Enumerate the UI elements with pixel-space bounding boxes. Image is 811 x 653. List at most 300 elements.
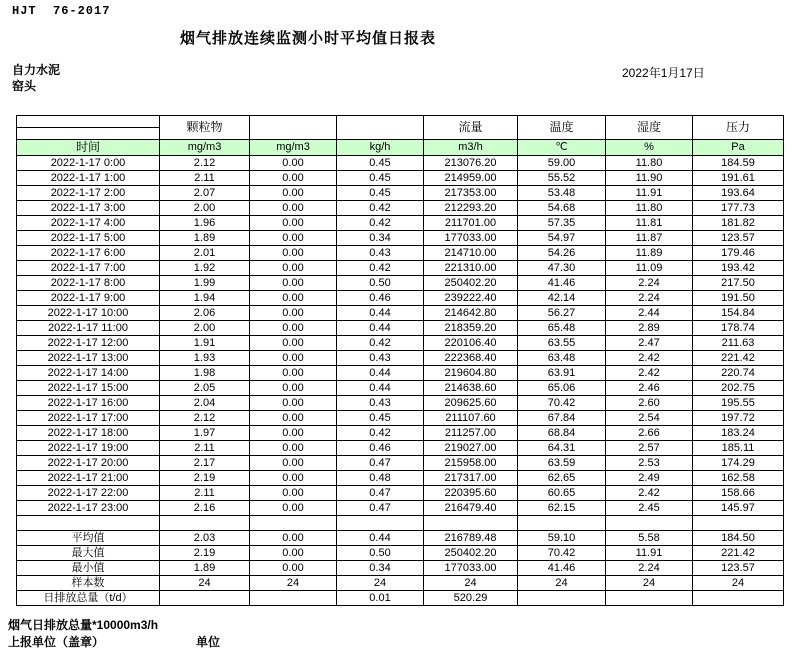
cell-value: 0.00 [250,546,337,561]
cell-value: 2.89 [606,321,693,336]
cell-value: 56.27 [518,306,606,321]
cell-value: 0.00 [250,366,337,381]
cell-value: 191.50 [693,291,784,306]
cell-value: 1.97 [160,426,250,441]
cell-value: 0.44 [337,366,424,381]
unit-header-pa: Pa [693,140,784,156]
cell-value: 0.00 [250,351,337,366]
cell-value: 1.89 [160,561,250,576]
cell-value: 202.75 [693,381,784,396]
cell-value: 221.42 [693,351,784,366]
cell-value: 1.92 [160,261,250,276]
hour-row [17,216,784,231]
summary-row [17,546,784,561]
cell-time: 2022-1-17 6:00 [17,246,160,261]
cell-value: 195.55 [693,396,784,411]
summary-label [17,516,160,531]
hour-row [17,336,784,351]
summary-row [17,516,784,531]
cell-value: 0.42 [337,426,424,441]
cell-value: 0.48 [337,471,424,486]
cell-time: 2022-1-17 22:00 [17,486,160,501]
cell-value: 0.42 [337,336,424,351]
cell-value [606,591,693,606]
cell-value: 177033.00 [424,231,518,246]
cell-value: 214959.00 [424,171,518,186]
cell-value: 0.47 [337,501,424,516]
cell-value: 2.42 [606,366,693,381]
cell-value: 1.99 [160,276,250,291]
report-table [16,115,784,606]
cell-value [160,591,250,606]
cell-value [518,516,606,531]
cell-value: 177033.00 [424,561,518,576]
cell-value: 11.91 [606,186,693,201]
cell-value: 42.14 [518,291,606,306]
company-block [12,62,60,94]
cell-value: 24 [693,576,784,591]
hour-row [17,486,784,501]
company-name: 自力水泥 [12,63,61,77]
cell-value: 217353.00 [424,186,518,201]
summary-label: 日排放总量（t/d） [17,591,160,606]
cell-value: 67.84 [518,411,606,426]
cell-value: 2.00 [160,201,250,216]
cell-value: 54.97 [518,231,606,246]
cell-value: 24 [606,576,693,591]
cell-time: 2022-1-17 10:00 [17,306,160,321]
cell-value: 221310.00 [424,261,518,276]
cell-value: 65.48 [518,321,606,336]
hour-rows [17,156,784,516]
cell-value: 214638.60 [424,381,518,396]
cell-time: 2022-1-17 7:00 [17,261,160,276]
cell-value: 2.57 [606,441,693,456]
cell-value: 11.89 [606,246,693,261]
cell-value: 123.57 [693,561,784,576]
cell-value: 0.00 [250,396,337,411]
cell-value [424,516,518,531]
unit-header-kgh: kg/h [337,140,424,156]
cell-value: 221.42 [693,546,784,561]
cell-value: 60.65 [518,486,606,501]
cell-value: 2.60 [606,396,693,411]
cell-value: 1.89 [160,231,250,246]
cell-value: 0.00 [250,456,337,471]
cell-time: 2022-1-17 15:00 [17,381,160,396]
cell-value: 41.46 [518,561,606,576]
cell-value: 2.49 [606,471,693,486]
cell-value: 183.24 [693,426,784,441]
cell-time: 2022-1-17 9:00 [17,291,160,306]
cell-value: 2.11 [160,171,250,186]
cell-value: 2.47 [606,336,693,351]
cell-value: 41.46 [518,276,606,291]
hour-row [17,156,784,171]
unit-header-celsius: ℃ [518,140,606,156]
cell-value: 218359.20 [424,321,518,336]
cell-value: 2.42 [606,351,693,366]
summary-row [17,531,784,546]
cell-time: 2022-1-17 8:00 [17,276,160,291]
cell-value: 24 [424,576,518,591]
cell-value: 24 [160,576,250,591]
cell-value: 0.44 [337,321,424,336]
corner-cell-bottom [17,128,160,140]
cell-value: 0.00 [250,216,337,231]
cell-value: 0.00 [250,201,337,216]
cell-value: 63.59 [518,456,606,471]
cell-value: 5.58 [606,531,693,546]
hour-row [17,306,784,321]
cell-value: 24 [337,576,424,591]
cell-value: 0.00 [250,246,337,261]
cell-value: 11.80 [606,201,693,216]
cell-value: 185.11 [693,441,784,456]
cell-value: 62.65 [518,471,606,486]
cell-value: 1.91 [160,336,250,351]
cell-value: 1.98 [160,366,250,381]
hour-row [17,291,784,306]
hour-row [17,426,784,441]
cell-value: 162.58 [693,471,784,486]
cell-value: 2.16 [160,501,250,516]
hour-row [17,351,784,366]
unit-header-m3h: m3/h [424,140,518,156]
hour-row [17,201,784,216]
summary-row [17,576,784,591]
cell-value: 11.90 [606,171,693,186]
cell-value: 179.46 [693,246,784,261]
cell-value: 2.06 [160,306,250,321]
unit-header-percent: % [606,140,693,156]
cell-value: 2.53 [606,456,693,471]
cell-value: 0.44 [337,306,424,321]
cell-time: 2022-1-17 21:00 [17,471,160,486]
col-header-particulate: 颗粒物 [160,116,250,140]
cell-value: 11.81 [606,216,693,231]
flow-total-note: 烟气日排放总量*10000m3/h [8,618,159,632]
cell-value: 0.44 [337,531,424,546]
hour-row [17,381,784,396]
cell-value: 209625.60 [424,396,518,411]
cell-value: 0.00 [250,426,337,441]
cell-value: 250402.20 [424,276,518,291]
cell-value: 2.66 [606,426,693,441]
cell-value: 2.46 [606,381,693,396]
cell-value: 217317.00 [424,471,518,486]
cell-value: 2.07 [160,186,250,201]
cell-time: 2022-1-17 4:00 [17,216,160,231]
hour-row [17,411,784,426]
cell-value: 2.12 [160,411,250,426]
cell-value: 0.42 [337,201,424,216]
cell-value [693,516,784,531]
cell-value: 0.43 [337,246,424,261]
cell-value: 0.00 [250,321,337,336]
cell-value: 217.50 [693,276,784,291]
cell-value: 2.17 [160,456,250,471]
cell-value: 220.74 [693,366,784,381]
cell-value: 2.44 [606,306,693,321]
cell-value: 70.42 [518,396,606,411]
cell-value: 193.64 [693,186,784,201]
cell-value: 178.74 [693,321,784,336]
summary-label: 最小值 [17,561,160,576]
cell-value: 11.91 [606,546,693,561]
cell-value: 0.00 [250,471,337,486]
cell-value: 59.00 [518,156,606,171]
cell-time: 2022-1-17 20:00 [17,456,160,471]
cell-value: 239222.40 [424,291,518,306]
cell-value: 2.24 [606,561,693,576]
cell-value: 213076.20 [424,156,518,171]
cell-value: 184.50 [693,531,784,546]
cell-value [693,591,784,606]
cell-value: 2.00 [160,321,250,336]
cell-value: 215958.00 [424,456,518,471]
cell-value: 0.45 [337,186,424,201]
cell-value: 0.00 [250,186,337,201]
summary-label: 平均值 [17,531,160,546]
doc-number: HJT 76-2017 [12,4,111,18]
hour-row [17,456,784,471]
cell-value: 211257.00 [424,426,518,441]
cell-value: 63.48 [518,351,606,366]
col-header-flow: 流量 [424,116,518,140]
summary-row [17,591,784,606]
hour-row [17,321,784,336]
cell-value: 0.00 [250,381,337,396]
cell-value: 177.73 [693,201,784,216]
cell-value: 250402.20 [424,546,518,561]
cell-value: 2.04 [160,396,250,411]
cell-value: 11.80 [606,156,693,171]
col-header-blank-2 [337,116,424,140]
cell-value: 59.10 [518,531,606,546]
cell-value: 2.19 [160,546,250,561]
cell-value: 184.59 [693,156,784,171]
cell-value: 214642.80 [424,306,518,321]
cell-value: 212293.20 [424,201,518,216]
hour-row [17,441,784,456]
cell-value: 57.35 [518,216,606,231]
cell-time: 2022-1-17 16:00 [17,396,160,411]
cell-value: 158.66 [693,486,784,501]
summary-label: 最大值 [17,546,160,561]
cell-value: 216479.40 [424,501,518,516]
col-header-blank-1 [250,116,337,140]
cell-value: 123.57 [693,231,784,246]
col-header-pressure: 压力 [693,116,784,140]
cell-value: 63.91 [518,366,606,381]
cell-value: 0.00 [250,561,337,576]
cell-value: 0.46 [337,441,424,456]
cell-value: 0.00 [250,156,337,171]
cell-value: 65.06 [518,381,606,396]
cell-value: 53.48 [518,186,606,201]
cell-value: 0.00 [250,276,337,291]
cell-value: 0.43 [337,351,424,366]
cell-value: 0.47 [337,456,424,471]
summary-row [17,561,784,576]
cell-value: 219604.80 [424,366,518,381]
cell-value: 0.50 [337,546,424,561]
cell-value [518,591,606,606]
cell-value: 62.15 [518,501,606,516]
col-header-temperature: 温度 [518,116,606,140]
cell-value: 0.43 [337,396,424,411]
cell-value [160,516,250,531]
hour-row [17,231,784,246]
cell-value: 193.42 [693,261,784,276]
col-header-humidity: 湿度 [606,116,693,140]
header-row-top [17,116,784,128]
cell-value: 2.01 [160,246,250,261]
cell-value: 2.45 [606,501,693,516]
cell-value: 2.03 [160,531,250,546]
cell-value: 154.84 [693,306,784,321]
cell-value: 216789.48 [424,531,518,546]
cell-value: 24 [250,576,337,591]
cell-time: 2022-1-17 18:00 [17,426,160,441]
cell-value: 0.34 [337,561,424,576]
report-date: 2022年1月17日 [622,66,705,80]
cell-value: 0.00 [250,486,337,501]
cell-value: 222368.40 [424,351,518,366]
cell-value [250,516,337,531]
cell-value: 0.34 [337,231,424,246]
cell-value: 0.00 [250,171,337,186]
cell-time: 2022-1-17 13:00 [17,351,160,366]
cell-value: 2.24 [606,276,693,291]
cell-value: 1.93 [160,351,250,366]
report-unit-label: 上报单位（盖章） [8,635,105,649]
cell-time: 2022-1-17 2:00 [17,186,160,201]
cell-time: 2022-1-17 19:00 [17,441,160,456]
cell-value: 0.00 [250,231,337,246]
cell-value: 197.72 [693,411,784,426]
cell-value: 0.00 [250,441,337,456]
cell-value: 1.96 [160,216,250,231]
cell-value: 68.84 [518,426,606,441]
cell-value: 2.19 [160,471,250,486]
cell-value: 0.44 [337,381,424,396]
cell-value: 0.01 [337,591,424,606]
cell-value: 0.45 [337,411,424,426]
cell-value: 220395.60 [424,486,518,501]
hour-row [17,186,784,201]
hour-row [17,366,784,381]
hour-row [17,276,784,291]
cell-value: 0.00 [250,411,337,426]
cell-value: 0.42 [337,216,424,231]
cell-value: 174.29 [693,456,784,471]
hour-row [17,246,784,261]
cell-value: 219027.00 [424,441,518,456]
summary-rows [17,516,784,606]
page-title: 烟气排放连续监测小时平均值日报表 [179,30,436,47]
cell-value: 191.61 [693,171,784,186]
cell-value: 2.05 [160,381,250,396]
cell-value: 70.42 [518,546,606,561]
cell-time: 2022-1-17 5:00 [17,231,160,246]
cell-value: 214710.00 [424,246,518,261]
cell-value: 2.11 [160,441,250,456]
cell-value: 0.00 [250,336,337,351]
cell-value: 11.09 [606,261,693,276]
cell-value: 220106.40 [424,336,518,351]
cell-value: 0.45 [337,156,424,171]
cell-value: 2.24 [606,291,693,306]
summary-label: 样本数 [17,576,160,591]
cell-value: 2.42 [606,486,693,501]
cell-value: 211701.00 [424,216,518,231]
cell-value: 0.47 [337,486,424,501]
cell-value: 24 [518,576,606,591]
cell-time: 2022-1-17 12:00 [17,336,160,351]
hour-row [17,261,784,276]
cell-value: 54.68 [518,201,606,216]
cell-time: 2022-1-17 0:00 [17,156,160,171]
cell-value: 0.00 [250,306,337,321]
cell-time: 2022-1-17 23:00 [17,501,160,516]
cell-value [606,516,693,531]
cell-value: 211.63 [693,336,784,351]
cell-value: 47.30 [518,261,606,276]
cell-time: 2022-1-17 3:00 [17,201,160,216]
cell-value: 64.31 [518,441,606,456]
cell-value: 145.97 [693,501,784,516]
cell-value: 211107.60 [424,411,518,426]
cell-time: 2022-1-17 11:00 [17,321,160,336]
cell-value: 55.52 [518,171,606,186]
cell-value [337,516,424,531]
cell-value: 0.46 [337,291,424,306]
unit-label: 单位 [196,635,221,649]
unit-header-mg1: mg/m3 [160,140,250,156]
hour-row [17,396,784,411]
cell-value: 0.00 [250,291,337,306]
cell-value [250,591,337,606]
cell-value: 2.54 [606,411,693,426]
cell-value: 0.50 [337,276,424,291]
cell-time: 2022-1-17 14:00 [17,366,160,381]
cell-value: 0.42 [337,261,424,276]
cell-value: 0.00 [250,501,337,516]
unit-header-mg2: mg/m3 [250,140,337,156]
hour-row [17,471,784,486]
cell-value: 1.94 [160,291,250,306]
hour-row [17,501,784,516]
cell-value: 2.11 [160,486,250,501]
cell-value: 0.45 [337,171,424,186]
cell-value: 63.55 [518,336,606,351]
hour-row [17,171,784,186]
monitor-point-name: 窑头 [12,79,37,93]
cell-value: 0.00 [250,261,337,276]
cell-value: 0.00 [250,531,337,546]
cell-time: 2022-1-17 17:00 [17,411,160,426]
cell-value: 11.87 [606,231,693,246]
cell-time: 2022-1-17 1:00 [17,171,160,186]
cell-value: 520.29 [424,591,518,606]
cell-value: 2.12 [160,156,250,171]
cell-value: 181.82 [693,216,784,231]
cell-value: 54.26 [518,246,606,261]
unit-header-row [17,140,784,156]
corner-cell-top [17,116,160,128]
